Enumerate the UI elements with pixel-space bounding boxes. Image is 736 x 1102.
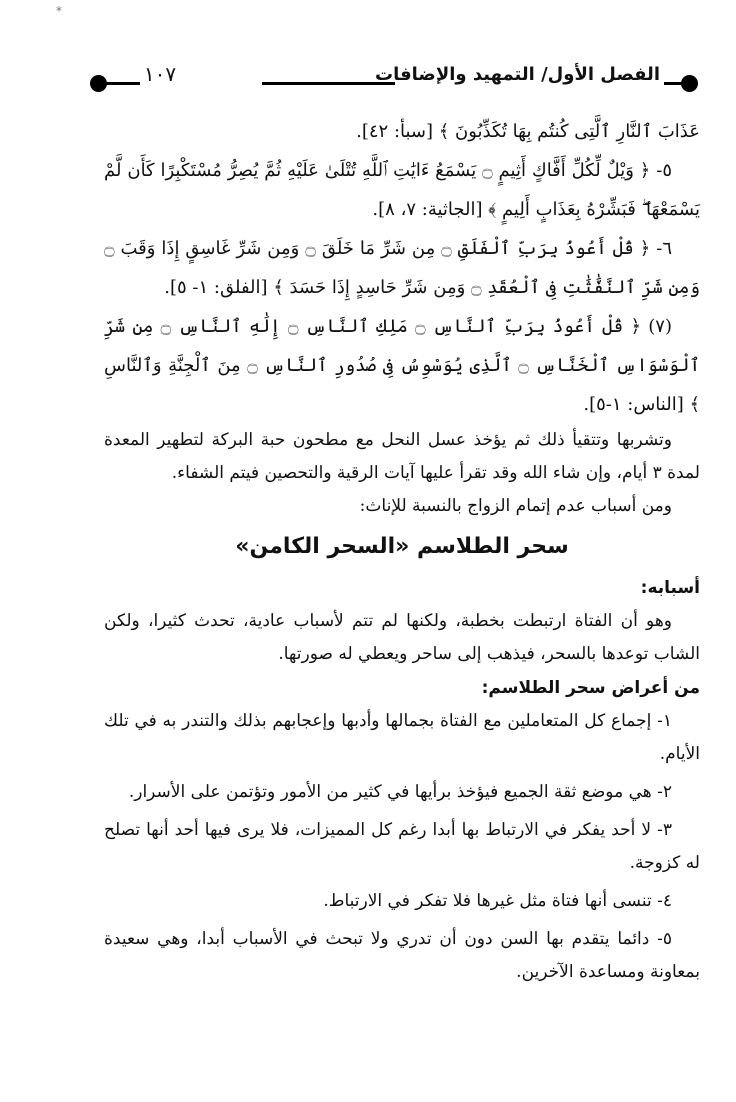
list-item: ٢- هي موضع ثقة الجميع فيؤخذ برأيها في كثير من الأمور وتؤتمن على الأسرار. xyxy=(128,782,672,802)
page-header xyxy=(88,60,700,100)
list-item: ٥- دائما يتقدم بها السن دون أن تدري ولا تبحث في الأسباب أبدا، وهي سعيدة بمعاونة ومساعدة الآخرين. xyxy=(104,929,700,982)
quran-verse: (٧) ﴿ قُلْ أَعُوذُ بِرَبِّ ٱلنَّاسِ ۝ مَلِكِ ٱلنَّاسِ ۝ إِلَٰهِ ٱلنَّاسِ ۝ مِن شَرِّ ٱلْوَسْوَاسِ ٱلْخَنَّاسِ ۝ ٱلَّذِى يُوَسْوِسُ فِى صُدُورِ ٱلنَّاسِ ۝ مِنَ ٱلْجِنَّةِ وَٱلنَّاسِ ﴾ [الناس: ١-٥]. xyxy=(104,316,701,415)
list-item: ٤- تنسى أنها فتاة مثل غيرها فلا تفكر في الارتباط. xyxy=(323,891,672,911)
list-item: ١- إجماع كل المتعاملين مع الفتاة بجمالها وأدبها وإعجابهم بذلك والتندر به في تلك الأيام. xyxy=(104,711,700,764)
header-rule xyxy=(106,82,140,85)
body-paragraph: وتشربها وتتقيأ ذلك ثم يؤخذ عسل النحل مع مطحون حبة البركة لتطهير المعدة لمدة ٣ أيام، وإن شاء الله وقد تقرأ عليها آيات الرقية والتحصين فيتم الشفاء. xyxy=(104,430,700,483)
corner-mark: * xyxy=(56,4,62,18)
page-number: ١٠٧ xyxy=(143,62,177,86)
body-paragraph: وهو أن الفتاة ارتبطت بخطبة، ولكنها لم تتم لأسباب عادية، تحدث كثيرا، ولكن الشاب توعدها بالسحر، فيذهب إلى ساحر ويعطي له صورتها. xyxy=(104,611,700,664)
quran-verse: ٥- ﴿ وَيْلٌ لِّكُلِّ أَفَّاكٍ أَثِيمٍ ۝ يَسْمَعُ ءَايَٰتِ ٱللَّهِ تُتْلَىٰ عَلَيْهِ ثُمَّ يُصِرُّ مُسْتَكْبِرًا كَأَن لَّمْ يَسْمَعْهَا ۖ فَبَشِّرْهُ بِعَذَابٍ أَلِيمٍ ﴾ [الجاثية: ٧، ٨]. xyxy=(104,160,700,220)
subheading: أسبابه: xyxy=(640,578,700,598)
section-title: سحر الطلاسم «السحر الكامن» xyxy=(235,534,569,559)
header-ornament-dot xyxy=(90,75,107,92)
quran-verse: ٦- ﴿ قُلْ أَعُوذُ بِرَبِّ ٱلْفَلَقِ ۝ مِن شَرِّ مَا خَلَقَ ۝ وَمِن شَرِّ غَاسِقٍ إِذَا وَقَبَ ۝ وَمِن شَرِّ ٱلنَّفَّٰثَٰتِ فِى ٱلْعُقَدِ ۝ وَمِن شَرِّ حَاسِدٍ إِذَا حَسَدَ ﴾ [الفلق: ١- ٥]. xyxy=(104,238,700,298)
header-ornament-dot xyxy=(681,75,698,92)
subheading: من أعراض سحر الطلاسم: xyxy=(481,678,700,698)
quran-verse: عَذَابَ ٱلنَّارِ ٱلَّتِى كُنتُم بِهَا تُكَذِّبُونَ ﴾ [سبأ: ٤٢]. xyxy=(356,121,700,142)
body-paragraph: ومن أسباب عدم إتمام الزواج بالنسبة للإناث: xyxy=(359,496,672,516)
list-item: ٣- لا أحد يفكر في الارتباط بها أبدا رغم كل المميزات، فلا يرى فيها أحد أنها تصلح له كزوجة. xyxy=(104,820,700,873)
page-body xyxy=(104,112,700,989)
running-title: الفصل الأول/ التمهيد والإضافات xyxy=(375,64,660,85)
header-rule xyxy=(664,82,682,85)
